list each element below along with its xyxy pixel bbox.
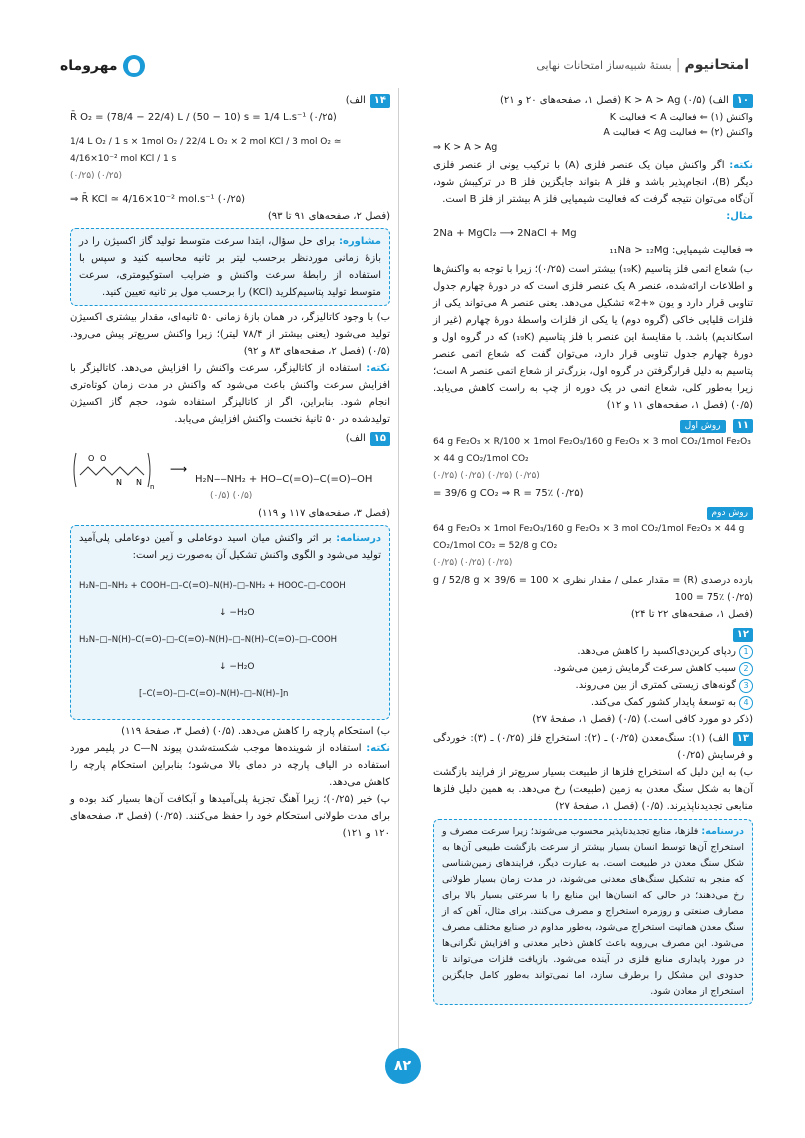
svg-text:O: O bbox=[100, 454, 107, 463]
lesson-tag-2: درسنامه: bbox=[336, 533, 381, 544]
advice-box bbox=[70, 228, 390, 306]
q14-marks: (۰/۲۵) (۰/۲۵) bbox=[70, 171, 122, 181]
q11-method2-marks: (۰/۲۵) (۰/۲۵) (۰/۲۵) bbox=[433, 558, 513, 568]
q14-equation-3: ⇒ R̄ KCl ≃ 4/16×10⁻² mol.s⁻¹ (۰/۲۵) bbox=[70, 194, 245, 205]
reaction-line-1: H₂N–□–NH₂ + COOH–□–C(=O)–N(H)–□–NH₂ + HOOC–□–COOH bbox=[79, 581, 346, 591]
note-tag: نکته: bbox=[729, 160, 753, 171]
q11-header bbox=[433, 417, 753, 434]
brand-title: امتحانیوم bbox=[684, 57, 749, 73]
reaction-arrow-2: ↓ −H₂O bbox=[219, 662, 255, 672]
right-column bbox=[433, 92, 753, 1005]
note-1 bbox=[433, 157, 753, 208]
q14-equation-1: R̄ O₂ = (78/4 − 22/4) L / (50 − 10) s = 1/4 L.s⁻¹ (۰/۲۵) bbox=[70, 112, 337, 123]
brand-subtitle: بستهٔ شبیه‌ساز امتحانات نهایی bbox=[536, 59, 672, 72]
left-column bbox=[70, 92, 390, 842]
q15-reference: (فصل ۳، صفحه‌های ۱۱۷ و ۱۱۹) bbox=[258, 508, 390, 519]
q12-header bbox=[433, 626, 753, 643]
q11-reference: (فصل ۱، صفحه‌های ۲۲ تا ۲۴) bbox=[630, 609, 753, 620]
lesson-polyamide-text: بر اثر واکنش میان اسید دوعاملی و آمین دوعاملی پلی‌آمید تولید می‌شود و الگوی واکنش تشکیل آن به‌صورت زیر است: bbox=[79, 533, 381, 561]
q13-part-a: ۱۳الف) (۱): سنگ‌معدن (۰/۲۵) ـ (۲): استخراج فلز (۰/۲۵) ـ (۳): خوردگی و فرسایش (۰/۲۵) bbox=[433, 733, 753, 761]
q13-number: ۱۳ bbox=[733, 732, 753, 746]
q11-method2-result: بازده درصدی (R) = مقدار عملی / مقدار نظری × 100 = 39/6 g / 52/8 g × 100 = 75٪ (۰/۲۵) bbox=[433, 575, 754, 603]
example-tag: مثال: bbox=[726, 211, 753, 222]
lesson-box-text: فلزها، منابع تجدیدناپذیر محسوب می‌شوند؛ زیرا سرعت مصرف و استخراج آن‌ها توسط انسان بسیار بیشتر از سرعت بازگشت طبیعی آن‌ها به شکل سنگ معدن در طبیعت است. به عبارت دیگر، فرایندهای زمین‌شناسی که منجر به تشکیل سنگ‌های معدنی می‌شوند، در مدت زمان بسیار طولانی رخ می‌دهند؛ در حالی که انسان‌ها این منابع را با سرعتی بسیار بالا برای مصارف صنعتی و روزمره استخراج و مصرف می‌کنند. برای مثال، آهن که از سنگ معدن هماتیت استخراج می‌شود، به‌طور مداوم در صنایع مختلف مصرف می‌شود. این مصرف بی‌رویه باعث کاهش ذخایر معدنی و افزایش نگرانی‌ها در مورد پایداری منابع فلزی در آینده می‌شود. بازیافت فلزات می‌تواند تا حدودی این مشکل را برطرف سازد، اما نمی‌تواند به‌طور کامل جایگزین استخراج از معادن شود. bbox=[442, 826, 744, 997]
q14-reference: (فصل ۲، صفحه‌های ۹۱ تا ۹۳) bbox=[267, 211, 390, 222]
q10-line: الف) K > A > Ag (۰/۵) (فصل ۱، صفحه‌های ۲۰ و ۲۱) bbox=[499, 95, 729, 106]
svg-text:O: O bbox=[88, 454, 95, 463]
q14-header: ۱۴الف) bbox=[70, 92, 390, 109]
publisher-name: مهروماه bbox=[60, 58, 118, 74]
q14-equation-2: 1/4 L O₂ / 1 s × 1mol O₂ / 22/4 L O₂ × 2 mol KCl / 3 mol O₂ ≃ 4/16×10⁻² mol KCl / 1 s bbox=[70, 137, 342, 164]
example-result: ⇒ فعالیت شیمیایی: ₁₁Na > ₁₂Mg bbox=[609, 245, 753, 256]
q12-item-1: 1ردپای کربن‌دی‌اکسید را کاهش می‌دهد. bbox=[433, 643, 753, 660]
q12-item-3: 3گونه‌های زیستی کمتری از بین می‌روند. bbox=[433, 677, 753, 694]
method-2 bbox=[433, 504, 753, 521]
note-2-text: استفاده از کاتالیزگر، سرعت واکنش را افزایش می‌دهد. کاتالیزگر با افزایش سرعت واکنش باعث می‌شود که واکنش در مدت زمان کوتاه‌تری انجام شود. بنابراین، اگر از کاتالیزگر استفاده شود، حجم گاز اکسیژن تولیدشده در ۵۰ ثانیهٔ نخست واکنش افزایش می‌یابد. bbox=[70, 363, 390, 425]
q14-part-b: ب) با وجود کاتالیزگر، در همان بازهٔ زمانی ۵۰ ثانیه‌ای، مقدار بیشتری اکسیژن تولید می‌شود (یعنی بیشتر از ۷۸/۴ لیتر)؛ زیرا واکنش سریع‌تر پیش می‌رود. (۰/۵) (فصل ۲، صفحه‌های ۸۳ و ۹۲) bbox=[70, 312, 390, 357]
header-brand: امتحانیوم|بستهٔ شبیه‌ساز امتحانات نهایی bbox=[536, 57, 749, 73]
note-2 bbox=[70, 360, 390, 428]
q11-method2-equation: 64 g Fe₂O₃ × 1mol Fe₂O₃/160 g Fe₂O₃ × 3 mol CO₂/1mol Fe₂O₃ × 44 g CO₂/1mol CO₂ = 52/8 g CO₂ bbox=[433, 524, 745, 551]
note-3 bbox=[70, 740, 390, 791]
method-2-tag: روش دوم bbox=[707, 507, 753, 520]
publisher-logo bbox=[60, 55, 145, 77]
advice-text: برای حل سؤال، ابتدا سرعت متوسط تولید گاز اکسیژن را در بازهٔ زمانی موردنظر برحسب لیتر بر ثانیه محاسبه کنید و سپس با استفاده از رابطهٔ سرعت واکنش و ضرایب استوکیومتری، سرعت متوسط تولید پتاسیم‌کلرید (KCl) را برحسب مول بر ثانیه تعیین کنید. bbox=[79, 236, 381, 298]
q15-part-c: پ) خیر (۰/۲۵)؛ زیرا آهنگ تجزیهٔ پلی‌آمیدها و آبکافت آن‌ها بسیار کند بوده و برای مدت طولانی استحکام خود را حفظ می‌کنند. (۰/۲۵) (فصل ۳، صفحه‌های ۱۲۰ و ۱۲۱) bbox=[70, 794, 390, 839]
example bbox=[433, 208, 753, 225]
q12-item-2: 2سبب کاهش سرعت گرمایش زمین می‌شود. bbox=[433, 660, 753, 677]
page-number: ۸۲ bbox=[385, 1048, 421, 1084]
column-divider bbox=[398, 88, 399, 1058]
reaction-line-3: [–C(=O)–□–C(=O)–N(H)–□–N(H)–]n bbox=[139, 689, 289, 699]
reaction-arrow-1: ↓ −H₂O bbox=[219, 608, 255, 618]
lesson-box-metals bbox=[433, 819, 753, 1005]
q10-reaction-result: ⇒ K > A > Ag bbox=[433, 142, 498, 153]
q15-number: ۱۵ bbox=[370, 432, 390, 446]
note-3-text: استفاده از شوینده‌ها موجب شکسته‌شدن پیوند C—N در پلیمر مورد استفاده در الیاف پارچه در دمای بالا می‌شود؛ بنابراین استحکام پارچه را کاهش می‌دهد. bbox=[70, 743, 390, 788]
q10-reaction-2: واکنش (۲) ⇐ فعالیت Ag > فعالیت A bbox=[603, 127, 753, 138]
q15-products: H₂N‒‒NH₂ + HO‒C(=O)‒C(=O)‒OH bbox=[195, 474, 373, 485]
q11-method1-marks: (۰/۲۵) (۰/۲۵) (۰/۲۵) (۰/۲۵) bbox=[433, 471, 540, 481]
q12-note: (ذکر دو مورد کافی است.) (۰/۵) (فصل ۱، صفحهٔ ۲۷) bbox=[532, 714, 753, 725]
lesson-tag: درسنامه: bbox=[701, 826, 744, 837]
example-equation: 2Na + MgCl₂ ⟶ 2NaCl + Mg bbox=[433, 228, 577, 239]
q12-item-4: 4به توسعهٔ پایدار کشور کمک می‌کند. bbox=[433, 694, 753, 711]
q11-number: ۱۱ bbox=[733, 419, 753, 433]
reaction-line-2: H₂N–□–N(H)–C(=O)–□–C(=O)–N(H)–□–N(H)–C(=O)–□–COOH bbox=[79, 635, 338, 645]
method-1-tag: روش اول bbox=[680, 420, 726, 433]
q11-method1-result: = 39/6 g CO₂ ⇒ R = 75٪ (۰/۲۵) bbox=[433, 488, 584, 499]
q15-part-b: ب) استحکام پارچه را کاهش می‌دهد. (۰/۵) (فصل ۳، صفحهٔ ۱۱۹) bbox=[121, 726, 390, 737]
q10-reactions bbox=[433, 110, 753, 155]
q13-part-b: ب) به این دلیل که استخراج فلزها از طبیعت بسیار سریع‌تر از فرایند بازگشت آن‌ها به شکل سنگ معدن به زمین (طبیعت) رخ می‌دهد. به همین دلیل فلزها منابعی تجدیدناپذیرند. (۰/۵) (فصل ۱، صفحهٔ ۲۷) bbox=[433, 767, 753, 812]
q12-number: ۱۲ bbox=[733, 628, 753, 642]
q11-method1-equation: 64 g Fe₂O₃ × R/100 × 1mol Fe₂O₃/160 g Fe₂O₃ × 3 mol CO₂/1mol Fe₂O₃ × 44 g CO₂/1mol CO₂ bbox=[433, 437, 751, 464]
q15-marks: (۰/۵) (۰/۵) bbox=[210, 491, 253, 501]
note-tag-2: نکته: bbox=[366, 363, 390, 374]
advice-tag: مشاوره: bbox=[339, 236, 381, 247]
note-tag-3: نکته: bbox=[366, 743, 390, 754]
q14-number: ۱۴ bbox=[370, 94, 390, 108]
svg-text:⟶: ⟶ bbox=[170, 462, 188, 476]
q15-header: ۱۵الف) bbox=[70, 430, 390, 447]
q10-header bbox=[433, 92, 753, 109]
note-1-text: اگر واکنش میان یک عنصر فلزی (A) با ترکیب یونی از عنصر فلزی دیگر (B)، انجام‌پذیر باشد و فلز A بتواند جایگزین فلز B در ترکیبش شود، آن‌گاه می‌توان نتیجه گرفت که فعالیت شیمیایی فلز A بیشتر از فلز B است. bbox=[433, 160, 753, 205]
svg-text:N: N bbox=[116, 478, 122, 487]
q10-number: ۱۰ bbox=[733, 94, 753, 108]
svg-text:n: n bbox=[150, 483, 155, 491]
svg-text:N: N bbox=[136, 478, 142, 487]
lesson-box-polyamide bbox=[70, 525, 390, 720]
q10-reaction-1: واکنش (۱) ⇐ فعالیت A > فعالیت K bbox=[609, 112, 753, 123]
butterfly-logo-icon bbox=[123, 55, 145, 77]
q10-part-b: ب) شعاع اتمی فلز پتاسیم (₁₉K) بیشتر است (۰/۲۵)؛ زیرا با توجه به واکنش‌ها و اطلاعات ارائه‌شده، عنصر A یک عنصر فلزی است که در دورهٔ چهارم جدول تناوبی قرار دارد و یون «+2» تشکیل می‌دهد. یعنی عنصر A می‌تواند یکی از فلزات قلیایی خاکی (گروه دوم) یا یکی از فلزات واسطهٔ دورهٔ چهارم (غیر از اسکاندیم) باشد. با مقایسهٔ این عنصر با فلز پتاسیم (₁₉K) که در گروه اول و دورهٔ چهارم جدول تناوبی قرار دارد، می‌توان گفت که شعاع اتمی عنصر پتاسیم به دلیل قرارگرفتن در گروه اول، بزرگ‌تر از شعاع اتمی عنصر A است؛ زیرا به‌طور کلی، شعاع اتمی در یک دوره از چپ به راست کاهش می‌یابد. (۰/۵) (فصل ۱، صفحه‌های ۱۱ و ۱۲) bbox=[433, 264, 754, 411]
